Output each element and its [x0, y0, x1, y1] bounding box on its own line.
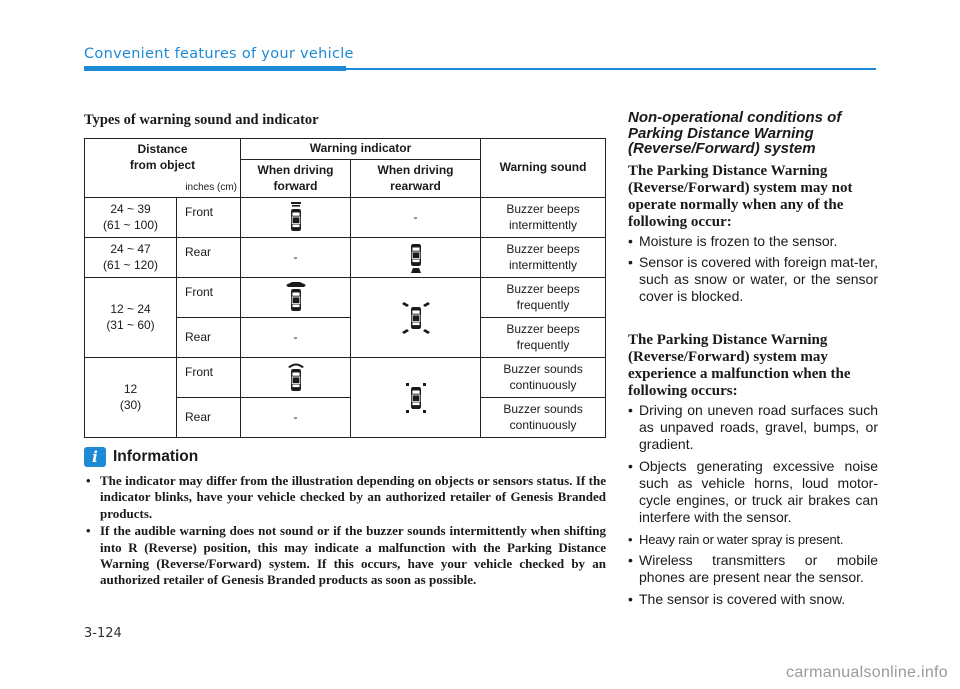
header-distance-label: Distance from object [129, 142, 196, 172]
list-item: • Wireless transmitters or mobile phones are present near the sensor. [628, 552, 878, 587]
sound-cell: Buzzer beeps frequently [481, 318, 606, 358]
forward-indicator-cell: - [241, 238, 351, 278]
condition-list-2 [628, 402, 878, 608]
car-corners-mid-icon [351, 278, 481, 358]
distance-cell: 12 ~ 24 (31 ~ 60) [85, 278, 177, 358]
right-column [628, 110, 878, 612]
forward-indicator-cell: - [241, 318, 351, 358]
page-number: 3-124 [84, 626, 122, 641]
info-icon: i [84, 447, 106, 467]
sound-cell: Buzzer beeps intermittently [481, 238, 606, 278]
non-operational-heading: Non-operational conditions of Parking Distance Warning (Reverse/Forward) system [628, 109, 842, 157]
position-cell: Rear [177, 238, 241, 278]
list-item: • Moisture is frozen to the sensor. [628, 233, 878, 250]
sound-cell: Buzzer beeps intermittently [481, 198, 606, 238]
list-item: • Objects generating excessive noise such as vehicle horns, loud motor-cycle engines, or truck air brakes can interfere with the sensor. [628, 458, 878, 527]
sound-cell: Buzzer beeps frequently [481, 278, 606, 318]
car-front-close-icon [241, 358, 351, 398]
info-item: • If the audible warning does not sound or if the buzzer sounds intermittently when shifting into R (Reverse) position, this may indicate a malfunction with the Parking Distance Warning (Reverse/Forward) system. If this occurs, have your vehicle checked by an authorized retailer of Genesis Branded products as soon as possible. [86, 523, 606, 589]
header-distance-unit: inches (cm) [185, 182, 238, 194]
position-cell: Front [177, 358, 241, 398]
condition-list-1 [628, 233, 878, 306]
header-rule-thick [84, 66, 346, 71]
table-row [85, 358, 606, 398]
header-rule-thin [346, 68, 876, 70]
car-front-near-icon [241, 198, 351, 238]
warning-table [84, 138, 606, 438]
header-warning-sound: Warning sound [481, 139, 606, 198]
forward-indicator-cell: - [241, 398, 351, 438]
section-title: Types of warning sound and indicator [84, 112, 319, 128]
position-cell: Rear [177, 318, 241, 358]
distance-cell: 12 (30) [85, 358, 177, 438]
header-distance [85, 139, 241, 198]
watermark: carmanualsonline.info [786, 664, 948, 681]
info-list [86, 473, 606, 590]
chapter-title: Convenient features of your vehicle [84, 46, 354, 62]
subheading-malfunction: The Parking Distance Warning (Reverse/Forward) system may experience a malfunction when the following occurs: [628, 331, 851, 399]
header-rearward: When driving rearward [351, 160, 481, 198]
distance-cell: 24 ~ 47 (61 ~ 120) [85, 238, 177, 278]
position-cell: Rear [177, 398, 241, 438]
header-warning-indicator: Warning indicator [241, 139, 481, 160]
position-cell: Front [177, 198, 241, 238]
header-forward: When driving forward [241, 160, 351, 198]
subheading-not-operate: The Parking Distance Warning (Reverse/Forward) system may not operate normally when any of the following occur: [628, 162, 853, 230]
sound-cell: Buzzer sounds continuously [481, 358, 606, 398]
list-item: • The sensor is covered with snow. [628, 591, 878, 608]
table-row [85, 198, 606, 238]
position-cell: Front [177, 278, 241, 318]
table-row [85, 238, 606, 278]
car-rear-near-icon [351, 238, 481, 278]
rear-indicator-cell: - [351, 198, 481, 238]
distance-cell: 24 ~ 39 (61 ~ 100) [85, 198, 177, 238]
list-item: • Sensor is covered with foreign mat-ter, such as snow or water, or the sensor cover is blocked. [628, 254, 878, 306]
sound-cell: Buzzer sounds continuously [481, 398, 606, 438]
table-row [85, 278, 606, 318]
info-title: Information [113, 448, 199, 465]
car-front-mid-icon [241, 278, 351, 318]
list-item: • Driving on uneven road surfaces such as unpaved roads, gravel, bumps, or gradient. [628, 402, 878, 454]
info-item: • The indicator may differ from the illustration depending on objects or sensors status. If the indicator blinks, have your vehicle checked by an authorized retailer of Genesis Branded products. [86, 473, 606, 522]
car-corners-close-icon [351, 358, 481, 438]
list-item: • Heavy rain or water spray is present. [628, 531, 878, 548]
